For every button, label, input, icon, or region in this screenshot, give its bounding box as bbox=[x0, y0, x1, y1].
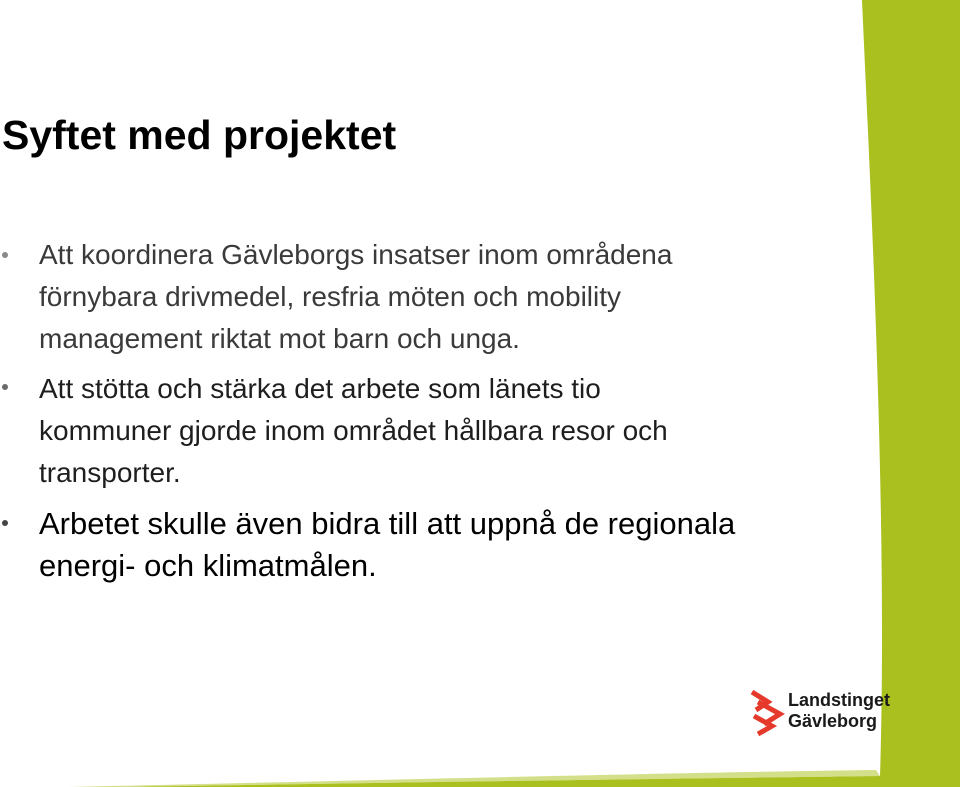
bullet-text-line: energi- och klimatmålen. bbox=[39, 548, 377, 583]
bullet-icon bbox=[2, 384, 8, 390]
landstinget-gavleborg-logo bbox=[750, 690, 910, 740]
bullet-text-line: transporter. bbox=[39, 457, 181, 488]
bullet-text-line: kommuner gjorde inom området hållbara resor och bbox=[39, 415, 668, 446]
bullet-text-line: Att koordinera Gävleborgs insatser inom områdena bbox=[39, 239, 673, 270]
logo-text-line2: Gävleborg bbox=[788, 711, 878, 731]
page-title: Syftet med projektet bbox=[2, 112, 397, 158]
logo-text-line1: Landstinget bbox=[788, 690, 890, 710]
bullet-text-line: förnybara drivmedel, resfria möten och mobility bbox=[39, 281, 622, 312]
bullet-text-line: Arbetet skulle även bidra till att uppnå de regionala bbox=[39, 506, 736, 541]
bullet-icon bbox=[2, 252, 8, 258]
bullet-text-line: Att stötta och stärka det arbete som länets tio bbox=[39, 373, 601, 404]
bullet-icon bbox=[2, 520, 8, 526]
bullet-text-line: management riktat mot barn och unga. bbox=[39, 323, 520, 354]
logo-text bbox=[788, 690, 890, 732]
logo-mark-icon bbox=[750, 690, 786, 736]
